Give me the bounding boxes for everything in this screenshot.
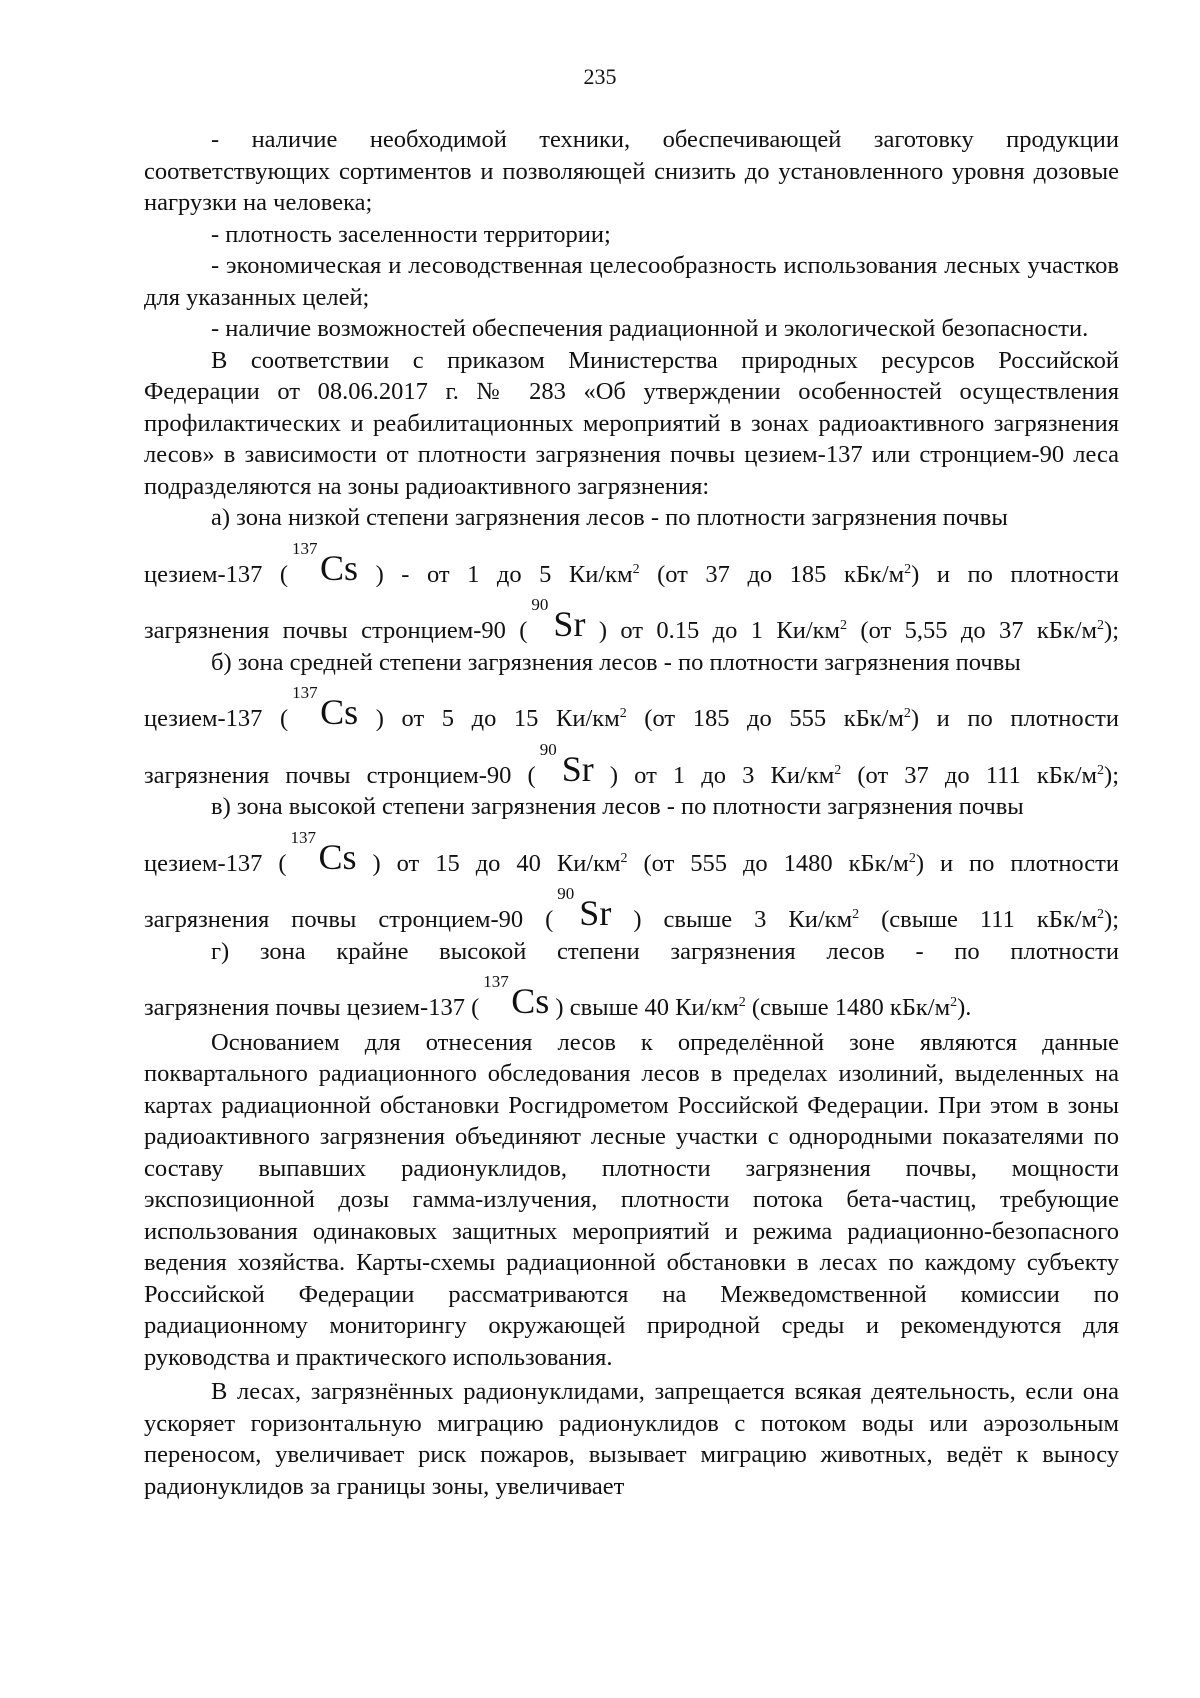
paragraph: - плотность заселенности территории; [211,220,611,248]
paragraph: В соответствии с приказом Министерства природных ресурсов Российской Федерации от 08.06.2017 г. № 283 «Об утверждении особенностей осуществления профилактических и реабилитационных мероприятий в зонах радиоактивного загрязнения лесов» в зависимости от плотности загрязнения почвы цезием-137 или стронцием-90 леса подразделяются на зоны радиоактивного загрязнения: [144,346,1119,500]
zone-b-heading: б) зона средней степени загрязнения лесов - по плотности загрязнения почвы [211,648,1021,676]
zone-b-strontium-line: загрязнения почвы стронцием-90 ( 90 Sr ) от 1 до 3 $Ки/км^2$ (от 37 до 111 кБк/$м^2$); [144,739,1120,789]
zone-c-cesium-line: цезием-137 ( 137 Cs ) от 15 до 40 $Ки/км^2$ (от 555 до 1480 кБк/$м^2$) и по плотности [144,827,1119,877]
paragraph: В лесах, загрязнённых радионуклидами, запрещается всякая деятельность, если она ускоряет горизонтальную миграцию радионуклидов с потоком воды или аэрозольным переносом, увеличивает риск пожаров, вызывает миграцию животных, ведёт к выносу радионуклидов за границы зоны, увеличивает [144,1378,1119,1500]
zone-d [144,936,1119,1024]
isotope-sr90: 90 Sr [539,739,594,789]
paragraph: - наличие возможностей обеспечения радиационной и экологической безопасности. [211,315,1089,342]
isotope-cs137: 137 Cs [292,538,359,588]
zone-a-heading: а) зона низкой степени загрязнения лесов - по плотности загрязнения почвы [211,504,1008,531]
paragraph: - экономическая и лесоводственная целесообразность использования лесных участков для указанных целей; [144,252,1119,311]
paragraph: Основанием для отнесения лесов к определённой зоне являются данные поквартального радиационного обследования лесов в пределах изолиний, выделенных на картах радиационной обстановки Росгидрометом Российской Федерации. При этом в зоны радиоактивного загрязнения объединяют лесные участки с однородными показателями по составу выпавших радионуклидов, плотности загрязнения почвы, мощности экспозиционной дозы гамма-излучения, плотности потока бета-частиц, требующие использования одинаковых защитных мероприятий и режима радиационно-безопасного ведения хозяйства. Карты-схемы радиационной обстановки в лесах по каждому субъекту Российской Федерации рассматриваются на Межведомственной комиссии по радиационному мониторингу окружающей природной среды и рекомендуются для руководства и практического использования. [144,1028,1119,1371]
zone-a [144,502,1119,647]
zone-d-cesium-line: загрязнения почвы цезием-137 ( 137 Cs ) свыше 40 $Ки/км^2$ (свыше 1480 кБк/$м^2$). [144,972,972,1021]
zone-b [144,647,1119,792]
zone-b-cesium-line: цезием-137 ( 137 Cs ) от 5 до 15 $Ки/км^2$ (от 185 до 555 кБк/$м^2$) и по плотности [144,683,1119,732]
page-number: 235 [583,64,617,89]
isotope-cs137: 137 Cs [290,827,357,877]
zone-c [144,791,1119,936]
isotope-sr90: 90 Sr [557,884,612,933]
isotope-cs137: 137 Cs [292,683,359,732]
zone-a-cesium-line: цезием-137 ( 137 Cs ) - от 1 до 5 $Ки/км^2$ (от 37 до 185 кБк/$м^2$) и по плотности [144,538,1119,588]
paragraph: - наличие необходимой техники, обеспечивающей заготовку продукции соответствующих сортиментов и позволяющей снизить до установленного уровня дозовые нагрузки на человека; [144,126,1119,216]
zone-d-heading: г) зона крайне высокой степени загрязнения лесов - по плотности [211,937,1119,965]
isotope-cs137: 137 Cs [483,972,550,1021]
zone-c-strontium-line: загрязнения почвы стронцием-90 ( 90 Sr ) свыше 3 $Ки/км^2$ (свыше 111 кБк/$м^2$); [144,884,1120,933]
document-body [144,124,1119,1502]
zone-a-strontium-line: загрязнения почвы стронцием-90 ( 90 Sr ) от 0.15 до 1 $Ки/км^2$ (от 5,55 до 37 кБк/$м^2$); [144,595,1119,644]
zone-c-heading: в) зона высокой степени загрязнения лесов - по плотности загрязнения почвы [211,793,1024,820]
isotope-sr90: 90 Sr [531,595,586,644]
